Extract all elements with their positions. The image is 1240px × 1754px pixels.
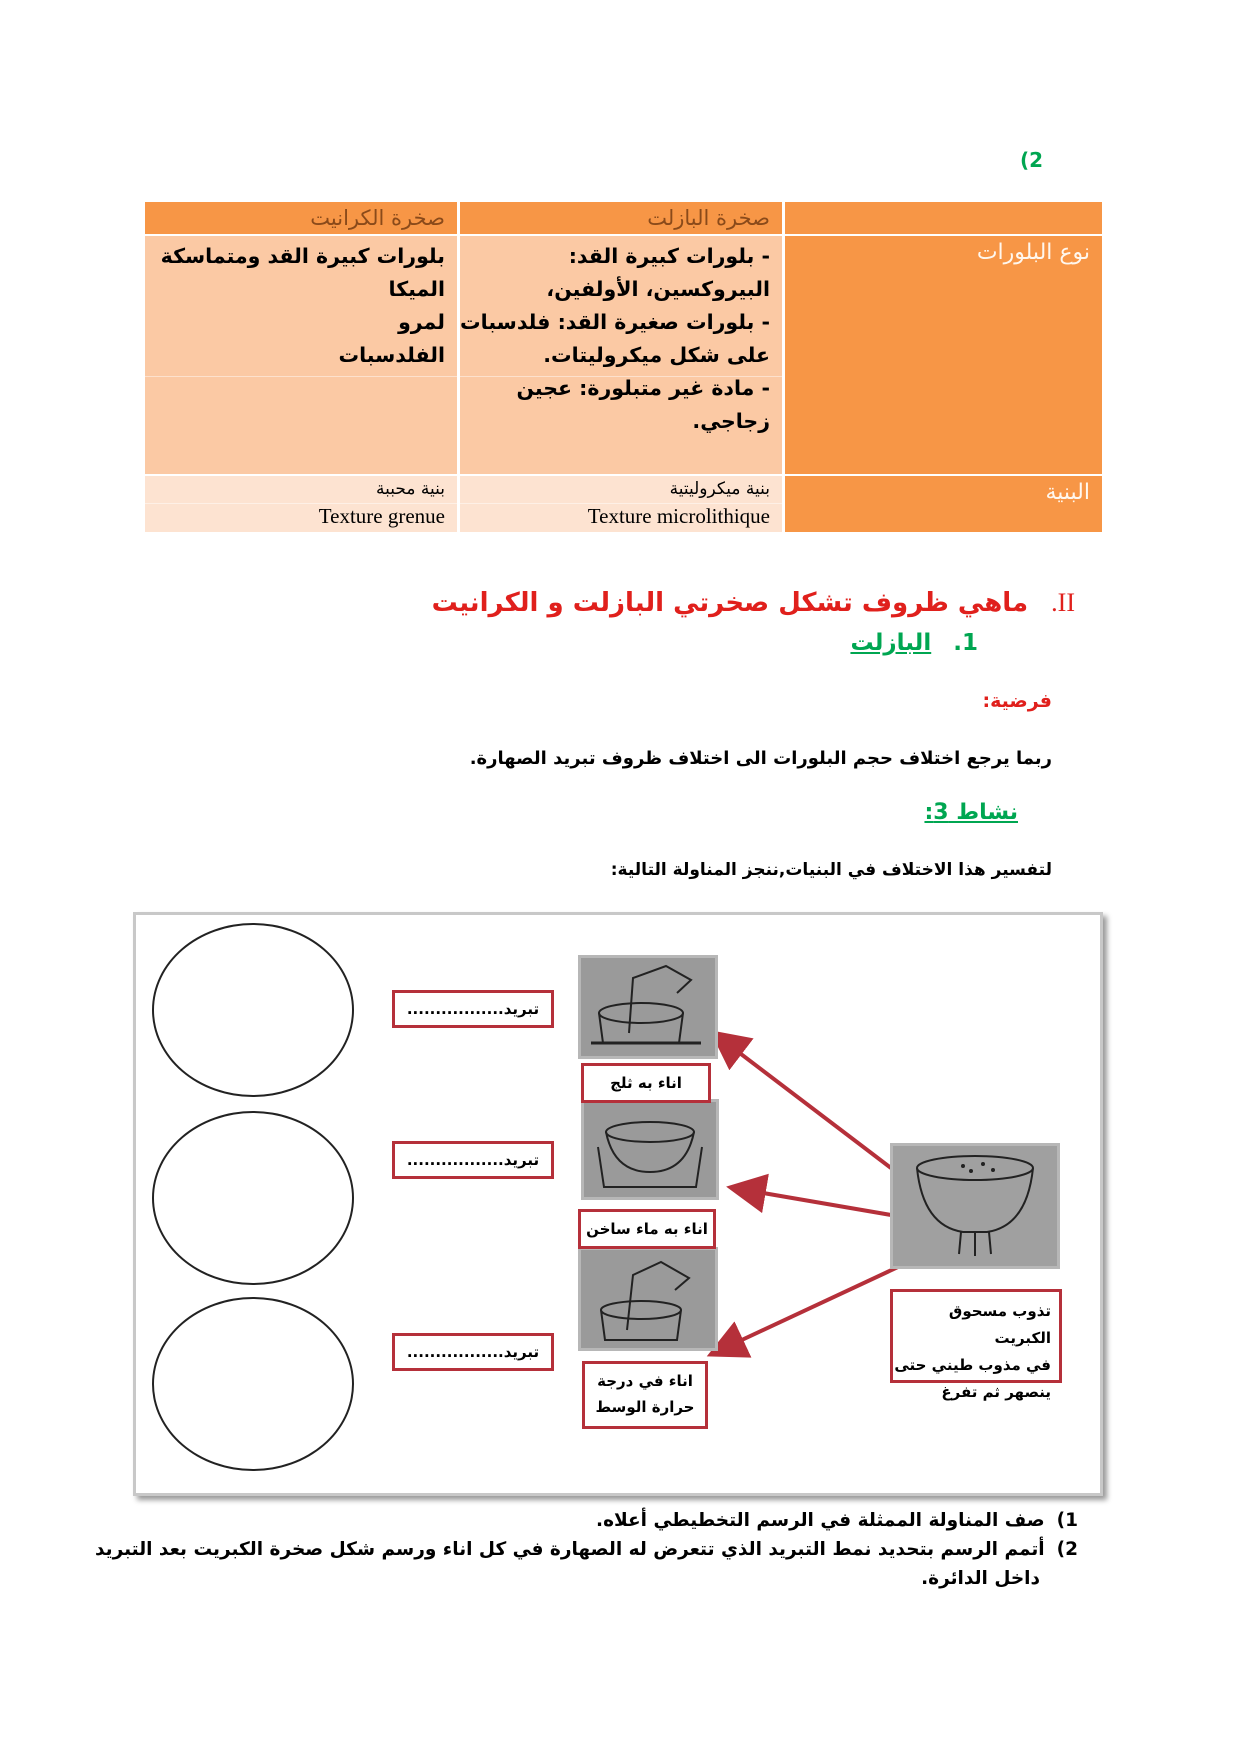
hypothesis-text: ربما يرجع اختلاف حجم البلورات الى اختلاف ظروف تبريد الصهارة.	[469, 748, 1052, 769]
crucible-icon	[893, 1146, 1057, 1266]
basalt-crystals-line: البيروكسين، الأولفين،	[546, 277, 770, 301]
crucible-label-line: تذوب مسحوق الكبريت	[948, 1302, 1051, 1347]
experiment-figure	[133, 912, 1103, 1496]
granite-texture-fr: Texture grenue	[318, 504, 445, 528]
question-1	[596, 1506, 1078, 1535]
subsection-heading-text: البازلت	[850, 630, 932, 656]
room-temp-container-image	[578, 1247, 718, 1351]
crucible-label	[890, 1289, 1062, 1401]
result-circle	[152, 1297, 354, 1471]
cell-basalt-texture	[460, 476, 782, 532]
question-2	[95, 1535, 1078, 1564]
basalt-texture-ar: بنية ميكروليتية	[669, 479, 770, 499]
row-label-crystals: نوع البلورات	[785, 236, 1102, 474]
cell-granite-texture	[145, 476, 457, 532]
section-heading-numeral: II.	[1051, 588, 1075, 617]
granite-crystals-line: لمرو	[398, 310, 445, 334]
result-circle	[152, 1111, 354, 1285]
room-temp-container-icon	[581, 1250, 715, 1348]
cooling-blank: تبريد.................	[392, 990, 554, 1028]
arrow-to-hot-water	[734, 1188, 891, 1215]
granite-crystals-line: الميكا	[388, 277, 445, 301]
table-header-granite: صخرة الكرانيت	[145, 202, 457, 234]
crucible-image	[890, 1143, 1060, 1269]
cell-granite-crystals	[145, 236, 457, 474]
arrow-to-ice	[716, 1035, 891, 1168]
cell-basalt-crystals	[460, 236, 782, 474]
arrow-to-room-temp	[714, 1267, 898, 1353]
subsection-heading	[850, 630, 978, 656]
basalt-crystals-line: - بلورات صغيرة القد: فلدسبات	[460, 310, 770, 334]
section-number: (2	[1020, 148, 1044, 172]
question-text: أتمم الرسم بتحديد نمط التبريد الذي تتعرض له الصهارة في كل اناء ورسم شكل صخرة الكبريت بعد التبريد	[94, 1539, 1045, 1560]
ice-container-image	[578, 955, 718, 1059]
section-heading	[432, 588, 1075, 618]
basalt-crystals-line: زجاجي.	[692, 409, 770, 433]
basalt-crystals-line: على شكل ميكروليتات.	[543, 343, 770, 367]
section-heading-text: ماهي ظروف تشكل صخرتي البازلت و الكرانيت	[431, 588, 1029, 618]
cooling-blank: تبريد.................	[392, 1333, 554, 1371]
activity-label: نشاط 3:	[924, 800, 1018, 825]
table-header-basalt: صخرة البازلت	[460, 202, 782, 234]
basalt-texture-fr: Texture microlithique	[587, 504, 770, 528]
ice-container-icon	[581, 958, 715, 1056]
question-number: 2)	[1056, 1539, 1078, 1560]
result-circle	[152, 923, 354, 1097]
hot-water-container-icon	[584, 1102, 716, 1197]
hypothesis-label: فرضية:	[982, 690, 1052, 712]
crucible-label-line: ينصهر ثم تفرغ	[941, 1383, 1051, 1401]
hot-water-container-label: اناء به ماء ساخن	[578, 1209, 716, 1249]
row-label-texture: البنية	[785, 476, 1102, 532]
ice-container-label: اناء به ثلج	[581, 1063, 711, 1103]
question-number: 1)	[1056, 1510, 1078, 1531]
room-temp-label-line: حرارة الوسط	[595, 1398, 695, 1416]
question-text: صف المناولة الممثلة في الرسم التخطيطي أعلاه.	[596, 1510, 1045, 1531]
crucible-label-line: في مذوب طيني حتى	[894, 1356, 1051, 1374]
hot-water-container-image	[581, 1099, 719, 1200]
cooling-blank: تبريد.................	[392, 1141, 554, 1179]
question-2-continued: داخل الدائرة.	[921, 1568, 1040, 1589]
comparison-table	[145, 202, 1102, 532]
granite-texture-ar: بنية محببة	[376, 479, 445, 499]
subsection-heading-numeral: 1.	[953, 630, 978, 656]
basalt-crystals-line: - بلورات كبيرة القد:	[568, 244, 770, 268]
room-temp-label-line: اناء في درجة	[597, 1372, 693, 1390]
granite-crystals-line: بلورات كبيرة القد ومتماسكة	[160, 244, 445, 268]
basalt-crystals-line: - مادة غير متبلورة: عجين	[516, 376, 770, 400]
activity-intro: لتفسير هذا الاختلاف في البنيات,ننجز المناولة التالية:	[610, 860, 1052, 880]
granite-crystals-line: الفلدسبات	[338, 343, 445, 367]
room-temp-container-label	[582, 1361, 708, 1429]
table-header-empty	[785, 202, 1102, 234]
